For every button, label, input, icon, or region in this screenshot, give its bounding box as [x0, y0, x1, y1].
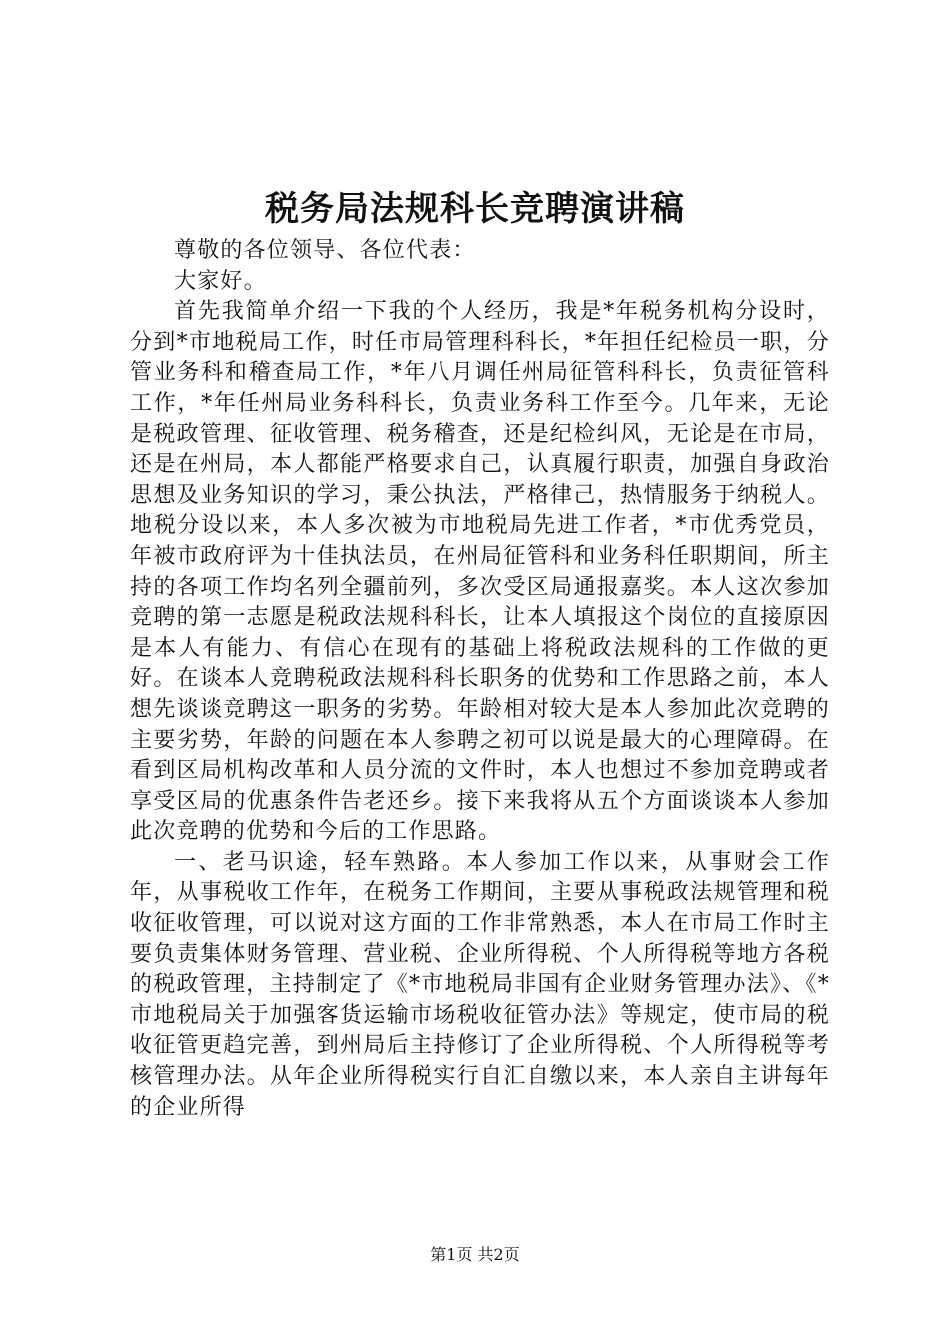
- paragraph-intro: 首先我简单介绍一下我的个人经历，我是*年税务机构分设时，分到*市地税局工作，时任市局管理科科长，*年担任纪检员一职，分管业务科和稽查局工作，*年八月调任州局征管科科长，负责征管科工作，*年任州局业务科科长，负责业务科工作至今。几年来，无论是税政管理、征收管理、税务稽查，还是纪检纠风，无论是在市局，还是在州局，本人都能严格要求自己，认真履行职责，加强自身政治思想及业务知识的学习，秉公执法，严格律己，热情服务于纳税人。地税分设以来，本人多次被为市地税局先进工作者，*市优秀党员，年被市政府评为十佳执法员，在州局征管科和业务科任职期间，所主持的各项工作均名列全疆前列，多次受区局通报嘉奖。本人这次参加竞聘的第一志愿是税政法规科科长，让本人填报这个岗位的直接原因是本人有能力、有信心在现有的基础上将税政法规科的工作做的更好。在谈本人竞聘税政法规科科长职务的优势和工作思路之前，本人想先谈谈竞聘这一职务的劣势。年龄相对较大是本人参加此次竞聘的主要劣势，年龄的问题在本人参聘之初可以说是最大的心理障碍。在看到区局机构改革和人员分流的文件时，本人也想过不参加竞聘或者享受区局的优惠条件告老还乡。接下来我将从五个方面谈谈本人参加此次竞聘的优势和今后的工作思路。: [130, 299, 830, 845]
- document-title: 税务局法规科长竞聘演讲稿: [265, 189, 685, 229]
- document-body: [130, 236, 830, 1123]
- salutation: 尊敬的各位领导、各位代表：: [174, 238, 476, 263]
- page-footer: 第1页 共2页: [430, 1245, 520, 1264]
- paragraph-point-one: 一、老马识途，轻车熟路。本人参加工作以来，从事财会工作年，从事税收工作年，在税务工作期间，主要从事税政法规管理和税收征收管理，可以说对这方面的工作非常熟悉，本人在市局工作时主要负责集体财务管理、营业税、企业所得税、个人所得税等地方各税的税政管理，主持制定了《*市地税局非国有企业财务管理办法》、《*市地税局关于加强客货运输市场税收征管办法》等规定，使市局的税收征管更趋完善，到州局后主持修订了企业所得税、个人所得税等考核管理办法。从年企业所得税实行自汇自缴以来，本人亲自主讲每年的企业所得: [130, 849, 830, 1120]
- greeting: 大家好。: [174, 268, 267, 294]
